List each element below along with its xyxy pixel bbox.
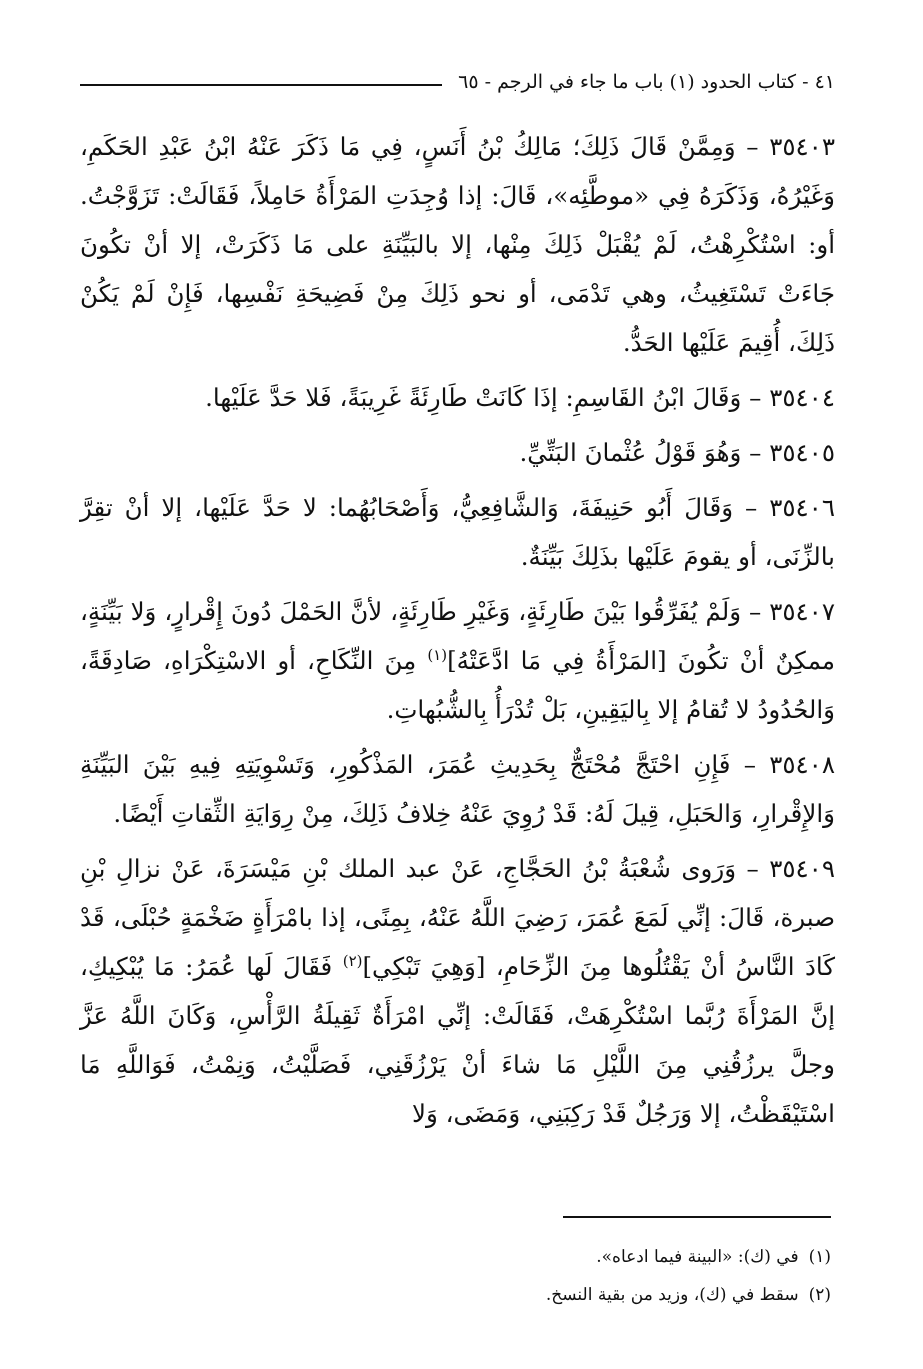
paragraph-number: ٣٥٤٠٩ (769, 854, 835, 883)
paragraph-number: ٣٥٤٠٤ (769, 383, 835, 412)
running-head-text: ٤١ - كتاب الحدود (١) باب ما جاء في الرجم - ٦٥ (458, 71, 835, 93)
footnote-2 (80, 1276, 831, 1314)
paragraph-35406 (80, 483, 835, 581)
paragraph-35408 (80, 740, 835, 838)
footnote-number: (٢) (808, 1285, 831, 1305)
paragraph-number: ٣٥٤٠٨ (769, 750, 835, 779)
header-rule (80, 84, 442, 86)
paragraph-text: وَقَالَ أَبُو حَنِيفَةَ، وَالشَّافِعِيُّ، وَأَصْحَابُهُما: لا حَدَّ عَلَيْها، إلا أنْ تقِرَّ بالزِّنَى، أو يقومَ عَلَيْها بذَلِكَ بَيِّنَةٌ. (80, 493, 835, 571)
paragraph-text-continued: مِنَ النِّكَاحِ، أو الاسْتِكْرَاهِ، صَادِقَةً، وَالحُدُودُ لا تُقامُ إلا بِاليَقِينِ، بَلْ تُدْرَأُ بِالشُّبُهاتِ. (80, 646, 835, 724)
paragraph-text: وَلَمْ يُفَرِّقُوا بَيْنَ طَارِئَةٍ، وَغَيْرِ طَارِئَةٍ، لأنَّ الحَمْلَ دُونَ إِقْرارٍ، وَلا بَيِّنَةٍ، ممكِنٌ أنْ تكُونَ [المَرْأَةُ فِي مَا ادَّعَتْهُ] (80, 597, 835, 675)
footnote-separator (563, 1216, 831, 1218)
paragraph-35409 (80, 844, 835, 1138)
footnote-1 (80, 1238, 831, 1276)
paragraph-dash: – (730, 750, 756, 779)
paragraph-dash: – (735, 132, 759, 161)
paragraph-dash: – (741, 438, 762, 467)
paragraph-text-continued: فَقَالَ لَها عُمَرُ: مَا يُبْكِيكِ، إنَّ المَرْأَةَ رُبَّما اسْتُكْرِهَتْ، فَقَالَتْ: إنِّي امْرَأَةٌ ثَقِيلَةُ الرَّأْسِ، وَكَانَ اللَّهُ عَزَّ وجلَّ يرزُقُنِي مِنَ اللَّيْلِ مَا شاءَ أنْ يَرْزُقَنِي، فَصَلَّيْتُ، وَنِمْتُ، فَوَاللَّهِ مَا اسْتَيْقَظْتُ، إلا وَرَجُلٌ قَدْ رَكِبَنِي، وَمَضَى، وَلا (80, 952, 835, 1128)
footnote-reference-1[interactable]: (١) (427, 645, 448, 664)
paragraph-35403 (80, 122, 835, 367)
footnote-text: في (ك): «البينة فيما ادعاه». (596, 1247, 799, 1267)
paragraph-number: ٣٥٤٠٣ (769, 132, 835, 161)
paragraph-35407 (80, 587, 835, 734)
paragraph-35404 (80, 373, 835, 422)
main-text (80, 122, 835, 1138)
paragraph-number: ٣٥٤٠٥ (769, 438, 835, 467)
paragraph-number: ٣٥٤٠٦ (769, 493, 835, 522)
paragraph-dash: – (741, 597, 762, 626)
paragraph-dash: – (733, 493, 758, 522)
footnote-reference-2[interactable]: (٢) (342, 951, 363, 970)
footnote-text: سقط في (ك)، وزيد من بقية النسخ. (545, 1285, 799, 1305)
paragraph-dash: – (736, 854, 759, 883)
paragraph-dash: – (741, 383, 762, 412)
paragraph-text: وَهُوَ قَوْلُ عُثْمانَ البَتِّيِّ. (519, 438, 742, 467)
paragraph-text: فَإِنِ احْتَجَّ مُحْتَجٌّ بِحَدِيثِ عُمَرَ، المَذْكُورِ، وَتَسْوِيَتِهِ فِيهِ بَيْنَ البَيِّنَةِ وَالإِقْرارِ، وَالحَبَلِ، قِيلَ لَهُ: قَدْ رُوِيَ عَنْهُ خِلافُ ذَلِكَ، مِنْ رِوَايَةِ الثِّقاتِ أَيْضًا. (80, 750, 835, 828)
paragraph-text: وَمِمَّنْ قَالَ ذَلِكَ؛ مَالِكُ بْنُ أَنَسٍ، فِي مَا ذَكَرَ عَنْهُ ابْنُ عَبْدِ الحَكَمِ، وَغَيْرُهُ، وَذَكَرَهُ فِي «موطَّئِه»، قَالَ: إذا وُجِدَتِ المَرْأَةُ حَامِلاً، فَقَالَتْ: تَزَوَّجْتُ. أو: اسْتُكْرِهْتُ، لَمْ يُقْبَلْ ذَلِكَ مِنْها، إلا بالبَيِّنَةِ على مَا ذَكَرَتْ، إلا أنْ تكُونَ جَاءَتْ تَسْتَغِيثُ، وهي تَدْمَى، أو نحو ذَلِكَ مِنْ فَضِيحَةِ نَفْسِها، فَإِنْ لَمْ يَكُنْ ذَلِكَ، أُقِيمَ عَلَيْها الحَدُّ. (80, 132, 835, 357)
paragraph-text: وَرَوى شُعْبَةُ بْنُ الحَجَّاجِ، عَنْ عبد الملك بْنِ مَيْسَرَةَ، عَنْ نزالِ بْنِ صبرة، قَالَ: إنِّي لَمَعَ عُمَرَ، رَضِيَ اللَّهُ عَنْهُ، بِمِنًى، إذا بامْرَأَةٍ ضَخْمَةٍ حُبْلَى، قَدْ كَادَ النَّاسُ أنْ يَقْتُلُوها مِنَ الزِّحَامِ، [وَهِيَ تَبْكِي] (80, 854, 835, 981)
paragraph-text: وَقَالَ ابْنُ القَاسِمِ: إذَا كَانَتْ طَارِئَةً غَرِيبَةً، فَلا حَدَّ عَلَيْها. (205, 383, 742, 412)
paragraph-35405 (80, 428, 835, 477)
paragraph-number: ٣٥٤٠٧ (769, 597, 835, 626)
footnote-number: (١) (808, 1247, 831, 1267)
footnotes (80, 1238, 831, 1314)
running-head (80, 62, 835, 102)
